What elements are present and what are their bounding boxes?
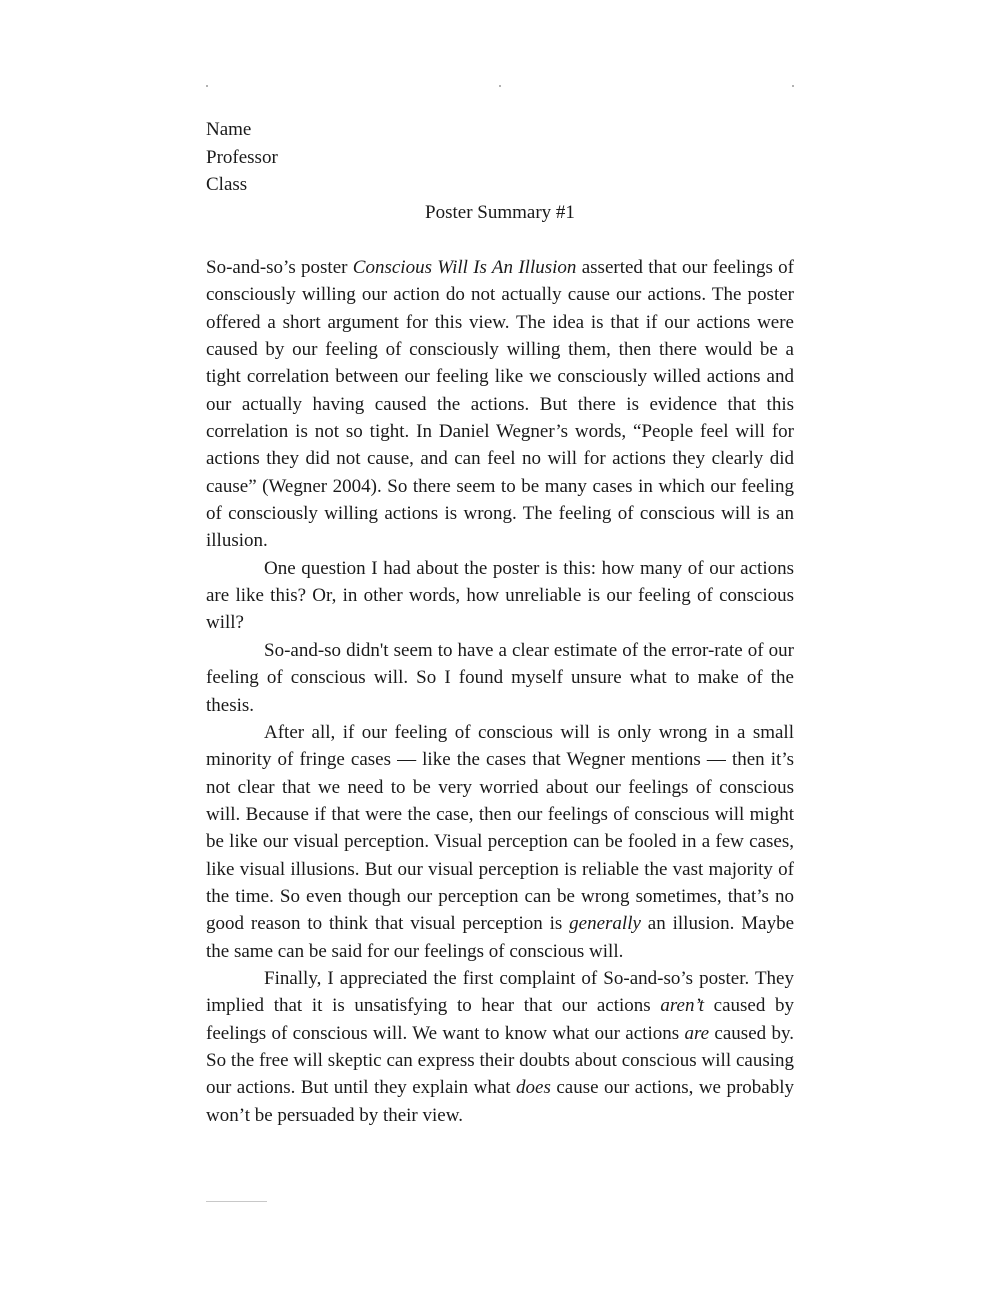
paragraph-5 <box>206 965 794 1129</box>
p5-text-g: cause our actions, we probably won’t be persuaded by their view. <box>206 1077 794 1126</box>
p5-text-e: caused by. So the free will skeptic can express their doubts about conscious will causing our actions. But until they explain what <box>206 1022 794 1099</box>
paragraph-2: One question I had about the poster is this: how many of our actions are like this? Or, in other words, how unreliable is our feeling of conscious will? <box>206 557 794 634</box>
paragraph-1 <box>206 254 794 555</box>
generally-italic: generally <box>569 913 641 935</box>
p5-text-a: Finally, I appreciated the first complaint of So-and-so’s poster. They implied that it is unsatisfying to hear that our actions <box>206 967 794 1017</box>
paragraph-3: So-and-so didn't seem to have a clear estimate of the error-rate of our feeling of conscious will. So I found myself unsure what to make of the thesis. <box>206 639 794 716</box>
arent-italic: aren’t <box>660 995 704 1017</box>
document-body <box>206 254 794 1129</box>
document-title: Poster Summary #1 <box>425 202 575 223</box>
p1-text-a: So-and-so’s poster <box>206 257 353 278</box>
footnote-separator <box>206 1201 267 1202</box>
class-name: Class <box>206 174 248 195</box>
crop-mark-right <box>792 85 794 87</box>
professor-name: Professor <box>206 146 278 168</box>
p4-text-c: an illusion. Maybe the same can be said for our feelings of conscious will. <box>206 913 794 962</box>
does-italic: does <box>516 1077 551 1099</box>
crop-mark-center <box>499 85 501 87</box>
heading-info <box>206 116 794 199</box>
p4-text-a: After all, if our feeling of conscious will is only wrong in a small minority of fringe cases — like the cases that Wegner mentions — then it’s not clear that we need to be very worried about our feelings of conscious will. Because if that were the case, then our feelings of conscious will might be like our visual perception. Visual perception can be fooled in a few cases, like visual illusions. But our visual perception is reliable the vast majority of the time. So even though our perception can be wrong sometimes, that’s no good reason to think that visual perception is <box>206 721 794 935</box>
p5-text-c: caused by feelings of conscious will. We want to know what our actions <box>206 995 794 1044</box>
poster-title-italic: Conscious Will Is An Illusion <box>352 257 577 278</box>
p1-text-c: asserted that our feelings of consciously willing our action do not actually cause our actions. The poster offered a short argument for this view. The idea is that if our actions were caused by our feeling of consciously willing them, then there would be a tight correlation between our feeling like we consciously willed actions and our actually having caused the actions. But there is evidence that this correlation is not so tight. In Daniel Wegner’s words, “People feel will for actions they did not cause, and can feel no will for actions they clearly did cause” (Wegner 2004). So there seem to be many cases in which our feeling of consciously willing actions is wrong. The feeling of conscious will is an illusion. <box>206 257 794 552</box>
crop-mark-left <box>206 85 208 87</box>
student-name: Name <box>206 119 252 140</box>
are-italic: are <box>684 1022 710 1044</box>
paragraph-4 <box>206 719 794 965</box>
